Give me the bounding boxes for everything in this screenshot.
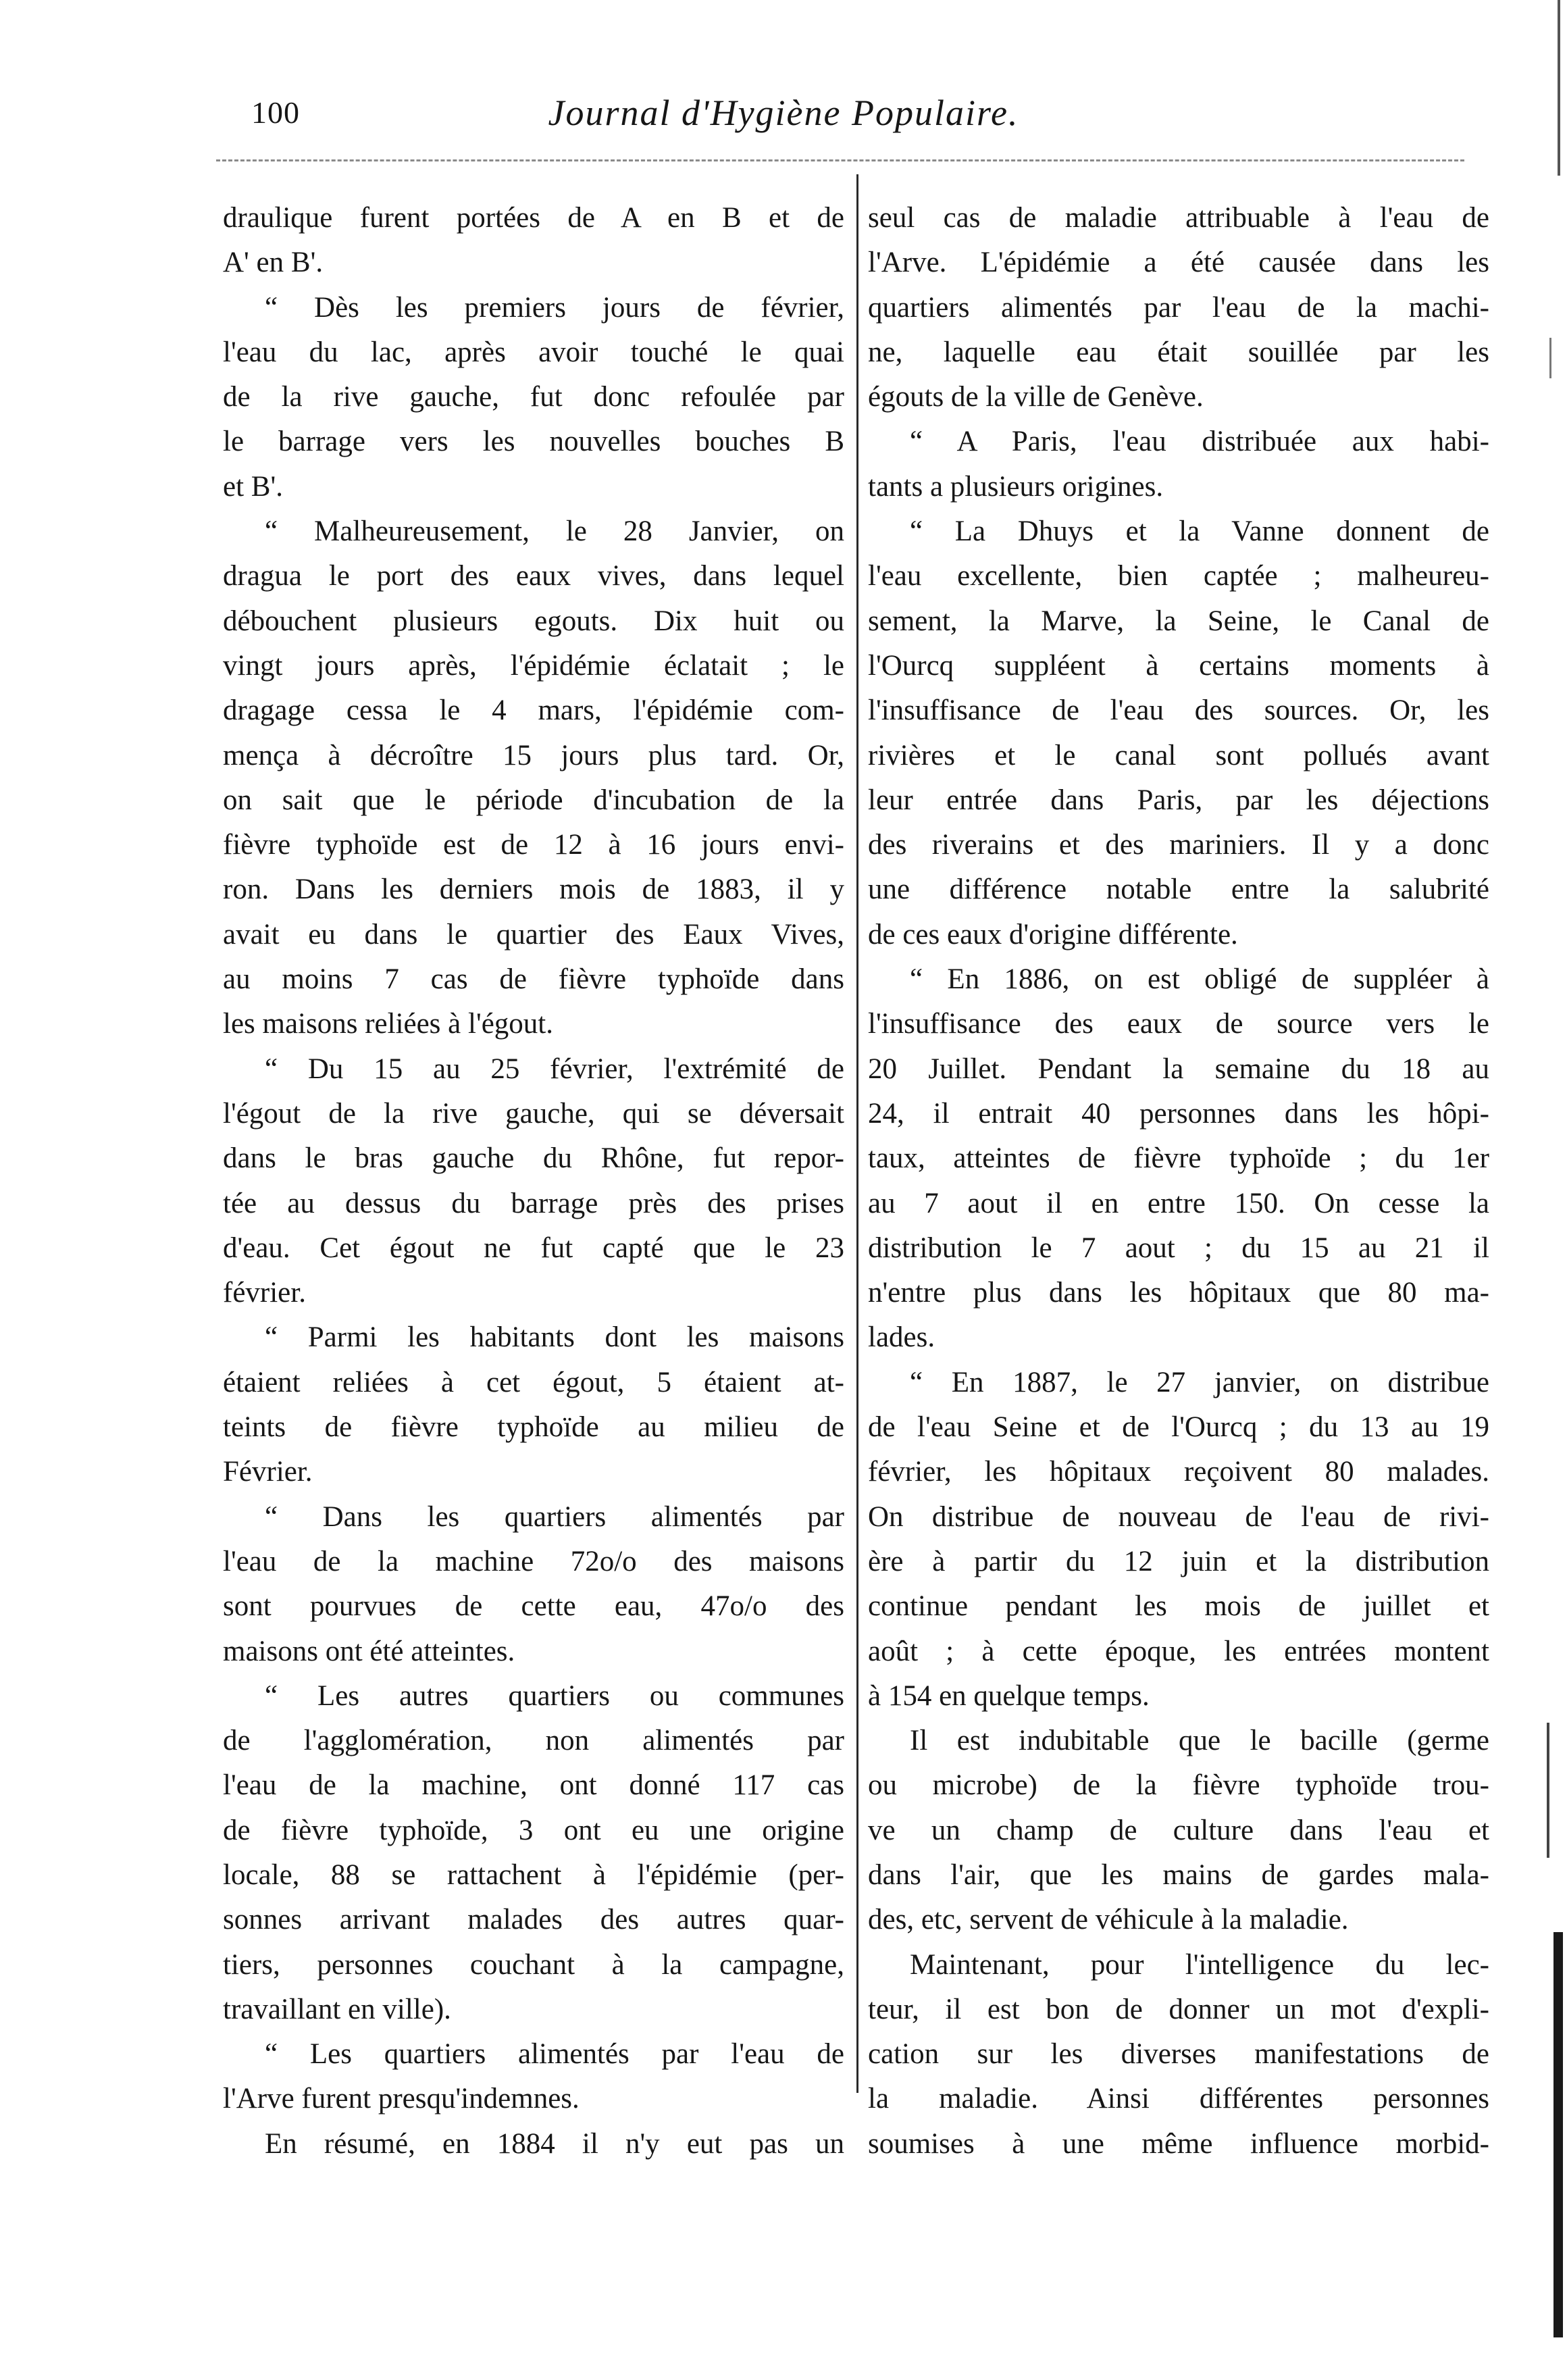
left-column-text-line: vingt jours après, l'épidémie éclatait ; le bbox=[223, 649, 844, 682]
scan-edge-mark bbox=[1549, 338, 1551, 378]
left-column-text-line: de la rive gauche, fut donc refoulée par bbox=[223, 381, 844, 413]
header-rule bbox=[216, 159, 1464, 161]
right-column-text-line: 24, il entrait 40 personnes dans les hôpi- bbox=[868, 1097, 1489, 1130]
left-column-text-line: dragua le port des eaux vives, dans lequel bbox=[223, 560, 844, 592]
right-column-text-line: de l'eau Seine et de l'Ourcq ; du 13 au 19 bbox=[868, 1411, 1489, 1444]
left-column-text-line: “ Les quartiers alimentés par l'eau de bbox=[265, 2038, 844, 2071]
right-column-text-line: à 154 en quelque temps. bbox=[868, 1679, 1150, 1712]
scan-edge-mark bbox=[1558, 0, 1560, 176]
left-column-text-line: En résumé, en 1884 il n'y eut pas un bbox=[265, 2127, 844, 2160]
right-column-text-line: seul cas de maladie attribuable à l'eau de bbox=[868, 202, 1489, 234]
right-column-text-line: “ A Paris, l'eau distribuée aux habi- bbox=[910, 426, 1489, 458]
left-column-text-line: le barrage vers les nouvelles bouches B bbox=[223, 426, 844, 458]
left-column-text-line: draulique furent portées de A en B et de bbox=[223, 202, 844, 234]
left-column-text-line: ron. Dans les derniers mois de 1883, il y bbox=[223, 873, 844, 906]
right-column-text-line: au 7 aout il en entre 150. On cesse la bbox=[868, 1187, 1489, 1219]
right-column-text-line: l'insuffisance des eaux de source vers le bbox=[868, 1008, 1489, 1040]
left-column-text-line: l'égout de la rive gauche, qui se déversait bbox=[223, 1097, 844, 1130]
page-header bbox=[0, 95, 1567, 142]
right-column-text-line: l'eau excellente, bien captée ; malheureu- bbox=[868, 560, 1489, 592]
page-number: 100 bbox=[251, 95, 300, 130]
right-column-text-line: tants a plusieurs origines. bbox=[868, 470, 1164, 503]
right-column-text-line: l'Ourcq suppléent à certains moments à bbox=[868, 649, 1489, 682]
right-column-text-line: sement, la Marve, la Seine, le Canal de bbox=[868, 605, 1489, 637]
right-column bbox=[868, 196, 1489, 2167]
left-column-text-line: dragage cessa le 4 mars, l'épidémie com- bbox=[223, 694, 844, 727]
right-column-text-line: teur, il est bon de donner un mot d'expli- bbox=[868, 1993, 1489, 2025]
left-column-text-line: et B'. bbox=[223, 470, 283, 503]
running-title: Journal d'Hygiène Populaire. bbox=[548, 93, 1019, 133]
left-column-text-line: tée au dessus du barrage près des prises bbox=[223, 1187, 844, 1219]
column-divider bbox=[856, 174, 858, 2093]
right-column-text-line: quartiers alimentés par l'eau de la machi- bbox=[868, 291, 1489, 324]
left-column-text-line: “ Dès les premiers jours de février, bbox=[265, 291, 844, 324]
left-column-text-line: l'Arve furent presqu'indemnes. bbox=[223, 2083, 580, 2115]
left-column-text-line: “ Malheureusement, le 28 Janvier, on bbox=[265, 515, 844, 548]
left-column-text-line: Février. bbox=[223, 1456, 313, 1488]
right-column-text-line: de ces eaux d'origine différente. bbox=[868, 918, 1238, 951]
left-column-text-line: on sait que le période d'incubation de la bbox=[223, 784, 844, 816]
left-column-text-line: dans le bras gauche du Rhône, fut repor- bbox=[223, 1142, 844, 1175]
left-column-text-line: l'eau de la machine 72o/o des maisons bbox=[223, 1545, 844, 1577]
right-column-text-line: Il est indubitable que le bacille (germe bbox=[910, 1725, 1489, 1757]
left-column-text-line: l'eau de la machine, ont donné 117 cas bbox=[223, 1769, 844, 1802]
left-column-text-line: débouchent plusieurs egouts. Dix huit ou bbox=[223, 605, 844, 637]
left-column-text-line: A' en B'. bbox=[223, 247, 324, 279]
left-column-text-line: tiers, personnes couchant à la campagne, bbox=[223, 1948, 844, 1981]
right-column-text-line: continue pendant les mois de juillet et bbox=[868, 1590, 1489, 1623]
left-column-text-line: février. bbox=[223, 1277, 306, 1309]
right-column-text-line: des riverains et des mariniers. Il y a donc bbox=[868, 829, 1489, 861]
left-column-text-line: mença à décroître 15 jours plus tard. Or, bbox=[223, 739, 844, 771]
right-column-text-line: l'insuffisance de l'eau des sources. Or, les bbox=[868, 694, 1489, 727]
right-column-text-line: la maladie. Ainsi différentes personnes bbox=[868, 2083, 1489, 2115]
right-column-text-line: ou microbe) de la fièvre typhoïde trou- bbox=[868, 1769, 1489, 1802]
scan-edge-mark bbox=[1547, 1723, 1549, 1858]
left-column-text-line: locale, 88 se rattachent à l'épidémie (per- bbox=[223, 1858, 844, 1891]
right-column-text-line: des, etc, servent de véhicule à la maladie. bbox=[868, 1904, 1349, 1936]
left-column-text-line: sonnes arrivant malades des autres quar- bbox=[223, 1904, 844, 1936]
left-column-text-line: teints de fièvre typhoïde au milieu de bbox=[223, 1411, 844, 1444]
right-column-text-line: février, les hôpitaux reçoivent 80 malades. bbox=[868, 1456, 1489, 1488]
left-column-text-line: au moins 7 cas de fièvre typhoïde dans bbox=[223, 963, 844, 996]
left-column-text-line: “ Les autres quartiers ou communes bbox=[265, 1679, 844, 1712]
left-column bbox=[223, 196, 844, 2167]
right-column-text-line: ve un champ de culture dans l'eau et bbox=[868, 1814, 1489, 1846]
right-column-text-line: dans l'air, que les mains de gardes mala- bbox=[868, 1858, 1489, 1891]
right-column-text-line: leur entrée dans Paris, par les déjections bbox=[868, 784, 1489, 816]
right-column-text-line: On distribue de nouveau de l'eau de rivi- bbox=[868, 1500, 1489, 1533]
right-column-text-line: une différence notable entre la salubrité bbox=[868, 873, 1489, 906]
right-column-text-line: soumises à une même influence morbid- bbox=[868, 2127, 1489, 2160]
right-column-text-line: cation sur les diverses manifestations de bbox=[868, 2038, 1489, 2071]
right-column-text-line: “ En 1886, on est obligé de suppléer à bbox=[910, 963, 1489, 996]
left-column-text-line: de l'agglomération, non alimentés par bbox=[223, 1725, 844, 1757]
left-column-text-line: “ Dans les quartiers alimentés par bbox=[265, 1500, 844, 1533]
left-column-text-line: d'eau. Cet égout ne fut capté que le 23 bbox=[223, 1232, 844, 1264]
left-column-text-line: de fièvre typhoïde, 3 ont eu une origine bbox=[223, 1814, 844, 1846]
left-column-text-line: fièvre typhoïde est de 12 à 16 jours envi- bbox=[223, 829, 844, 861]
left-column-text-line: “ Parmi les habitants dont les maisons bbox=[265, 1321, 844, 1354]
scan-edge-mark bbox=[1553, 1932, 1563, 2337]
left-column-text-line: l'eau du lac, après avoir touché le quai bbox=[223, 336, 844, 368]
right-column-text-line: rivières et le canal sont pollués avant bbox=[868, 739, 1489, 771]
left-column-text-line: avait eu dans le quartier des Eaux Vives, bbox=[223, 918, 844, 951]
right-column-text-line: l'Arve. L'épidémie a été causée dans les bbox=[868, 247, 1489, 279]
right-column-text-line: août ; à cette époque, les entrées montent bbox=[868, 1635, 1489, 1667]
left-column-text-line: les maisons reliées à l'égout. bbox=[223, 1008, 553, 1040]
right-column-text-line: égouts de la ville de Genève. bbox=[868, 381, 1204, 413]
right-column-text-line: n'entre plus dans les hôpitaux que 80 ma- bbox=[868, 1277, 1489, 1309]
right-column-text-line: distribution le 7 aout ; du 15 au 21 il bbox=[868, 1232, 1489, 1264]
left-column-text-line: travaillant en ville). bbox=[223, 1993, 451, 2025]
right-column-text-line: lades. bbox=[868, 1321, 935, 1354]
right-column-text-line: Maintenant, pour l'intelligence du lec- bbox=[910, 1948, 1489, 1981]
right-column-text-line: “ En 1887, le 27 janvier, on distribue bbox=[910, 1366, 1489, 1398]
right-column-text-line: ère à partir du 12 juin et la distribution bbox=[868, 1545, 1489, 1577]
right-column-text-line: 20 Juillet. Pendant la semaine du 18 au bbox=[868, 1053, 1489, 1085]
right-column-text-line: taux, atteintes de fièvre typhoïde ; du 1er bbox=[868, 1142, 1489, 1175]
left-column-text-line: sont pourvues de cette eau, 47o/o des bbox=[223, 1590, 844, 1623]
left-column-text-line: étaient reliées à cet égout, 5 étaient at- bbox=[223, 1366, 844, 1398]
right-column-text-line: “ La Dhuys et la Vanne donnent de bbox=[910, 515, 1489, 548]
left-column-text-line: “ Du 15 au 25 février, l'extrémité de bbox=[265, 1053, 844, 1085]
right-column-text-line: ne, laquelle eau était souillée par les bbox=[868, 336, 1489, 368]
left-column-text-line: maisons ont été atteintes. bbox=[223, 1635, 515, 1667]
